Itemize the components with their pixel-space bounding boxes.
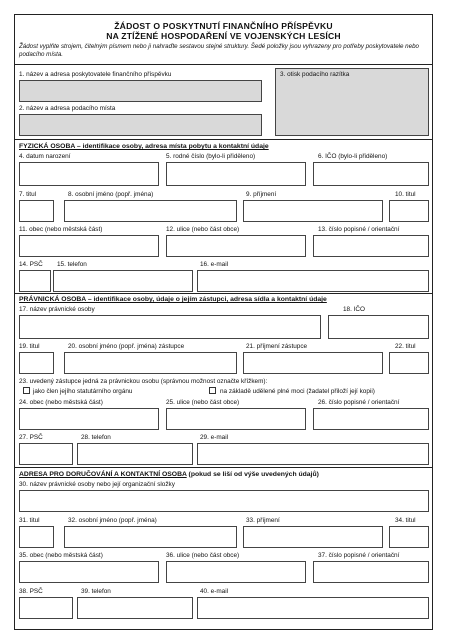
divider xyxy=(14,139,433,140)
field-label-4: 4. datum narození xyxy=(19,153,71,160)
phone-input[interactable] xyxy=(53,270,193,292)
ico-input[interactable] xyxy=(313,162,429,186)
field-label-36: 36. ulice (nebo část obce) xyxy=(166,552,240,559)
field-label-14: 14. PSČ xyxy=(19,261,43,268)
legal-entity-name-input[interactable] xyxy=(19,315,321,339)
title-after-input[interactable] xyxy=(389,200,429,222)
delivery-email-input[interactable] xyxy=(197,597,429,619)
power-of-attorney-checkbox[interactable] xyxy=(209,387,216,394)
field-label-31: 31. titul xyxy=(19,517,40,524)
contact-title-before-input[interactable] xyxy=(19,526,54,548)
field-label-26: 26. číslo popisné / orientační xyxy=(318,399,400,406)
provider-name-address-field[interactable] xyxy=(19,80,262,102)
first-name-input[interactable] xyxy=(64,200,237,222)
field-label-5: 5. rodné číslo (bylo-li přiděleno) xyxy=(166,153,256,160)
section-heading-legal-person: PRÁVNICKÁ OSOBA – identifikace osoby, údaje o jejím zástupci, adresa sídla a kontaktní údaje xyxy=(19,296,327,303)
field-label-40: 40. e-mail xyxy=(200,588,229,595)
field-label-33: 33. příjmení xyxy=(246,517,280,524)
house-number-input[interactable] xyxy=(313,235,429,257)
stamp-field[interactable] xyxy=(275,68,429,136)
field-label-21: 21. příjmení zástupce xyxy=(246,343,308,350)
section-heading-delivery-address: ADRESA PRO DORUČOVÁNÍ A KONTAKTNÍ OSOBA (pokud se liší od výše uvedených údajů) xyxy=(19,471,319,478)
statutory-body-checkbox[interactable] xyxy=(23,387,30,394)
field-label-37: 37. číslo popisné / orientační xyxy=(318,552,400,559)
divider xyxy=(14,293,433,294)
field-label-28: 28. telefon xyxy=(81,434,111,441)
field-label-32: 32. osobní jméno (popř. jména) xyxy=(68,517,157,524)
rep-title-after-input[interactable] xyxy=(389,352,429,374)
seat-municipality-input[interactable] xyxy=(19,408,159,430)
field-label-22: 22. titul xyxy=(395,343,416,350)
field-label-18: 18. IČO xyxy=(343,306,366,313)
delivery-house-number-input[interactable] xyxy=(313,561,429,583)
contact-title-after-input[interactable] xyxy=(389,526,429,548)
field-label-2: 2. název a adresa podacího místa xyxy=(19,105,116,112)
contact-surname-input[interactable] xyxy=(243,526,383,548)
seat-phone-input[interactable] xyxy=(77,443,193,465)
field-label-15: 15. telefon xyxy=(57,261,87,268)
contact-first-name-input[interactable] xyxy=(64,526,237,548)
delivery-phone-input[interactable] xyxy=(77,597,193,619)
field-label-1: 1. název a adresa poskytovatele finančního příspěvku xyxy=(19,71,172,78)
field-label-38: 38. PSČ xyxy=(19,588,43,595)
field-label-13: 13. číslo popisné / orientační xyxy=(318,226,400,233)
divider xyxy=(14,467,433,468)
seat-email-input[interactable] xyxy=(197,443,429,465)
field-label-34: 34. titul xyxy=(395,517,416,524)
delivery-street-input[interactable] xyxy=(166,561,306,583)
field-label-27: 27. PSČ xyxy=(19,434,43,441)
form-title-line2: NA ZTÍŽENÉ HOSPODAŘENÍ VE VOJENSKÝCH LESÍCH xyxy=(106,31,341,41)
delivery-postal-code-input[interactable] xyxy=(19,597,73,619)
email-input[interactable] xyxy=(197,270,429,292)
field-label-16: 16. e-mail xyxy=(200,261,229,268)
delivery-entity-name-input[interactable] xyxy=(19,490,429,512)
rep-first-name-input[interactable] xyxy=(64,352,237,374)
field-label-11: 11. obec (nebo městská část) xyxy=(19,226,103,233)
postal-code-input[interactable] xyxy=(19,270,51,292)
seat-postal-code-input[interactable] xyxy=(19,443,73,465)
field-label-39: 39. telefon xyxy=(81,588,111,595)
legal-ico-input[interactable] xyxy=(328,315,429,339)
seat-house-number-input[interactable] xyxy=(313,408,429,430)
birth-number-input[interactable] xyxy=(166,162,306,186)
form-instructions: Žádost vyplňte strojem, čitelným písmem nebo ji nahraďte sestavou stejné struktury. Šedé položky jsou vyhrazeny pro potřeby poskytovatele nebo podacího místa. xyxy=(19,43,419,58)
field-label-23: 23. uvedený zástupce jedná za právnickou osobu (správnou možnost označte křížkem): xyxy=(19,378,268,385)
field-label-35: 35. obec (nebo městská část) xyxy=(19,552,103,559)
field-label-7: 7. titul xyxy=(19,191,37,198)
field-label-10: 10. titul xyxy=(395,191,416,198)
field-label-20: 20. osobní jméno (popř. jména) zástupce xyxy=(68,343,185,350)
birth-date-input[interactable] xyxy=(19,162,159,186)
street-input[interactable] xyxy=(166,235,306,257)
field-label-6: 6. IČO (bylo-li přiděleno) xyxy=(318,153,388,160)
divider xyxy=(14,64,433,65)
seat-street-input[interactable] xyxy=(166,408,306,430)
option-statutory-body: jako člen jejího statutárního orgánu xyxy=(33,388,133,395)
field-label-17: 17. název právnické osoby xyxy=(19,306,95,313)
field-label-12: 12. ulice (nebo část obce) xyxy=(166,226,240,233)
field-label-24: 24. obec (nebo městská část) xyxy=(19,399,103,406)
field-label-30: 30. název právnické osoby nebo její organizační složky xyxy=(19,481,175,488)
field-label-9: 9. příjmení xyxy=(246,191,277,198)
form-title-line1: ŽÁDOST O POSKYTNUTÍ FINANČNÍHO PŘÍSPĚVKU xyxy=(114,21,333,31)
field-label-19: 19. titul xyxy=(19,343,40,350)
field-label-29: 29. e-mail xyxy=(200,434,229,441)
section-heading-natural-person: FYZICKÁ OSOBA – identifikace osoby, adresa místa pobytu a kontaktní údaje xyxy=(19,143,269,150)
field-label-25: 25. ulice (nebo část obce) xyxy=(166,399,240,406)
surname-input[interactable] xyxy=(243,200,383,222)
submission-office-field[interactable] xyxy=(19,114,262,136)
municipality-input[interactable] xyxy=(19,235,159,257)
title-before-input[interactable] xyxy=(19,200,54,222)
rep-surname-input[interactable] xyxy=(243,352,383,374)
option-power-of-attorney: na základě udělené plné moci (žadatel přiloží její kopii) xyxy=(220,388,375,395)
field-label-8: 8. osobní jméno (popř. jména) xyxy=(68,191,154,198)
field-label-3: 3. otisk podacího razítka xyxy=(280,71,350,78)
rep-title-before-input[interactable] xyxy=(19,352,54,374)
delivery-municipality-input[interactable] xyxy=(19,561,159,583)
